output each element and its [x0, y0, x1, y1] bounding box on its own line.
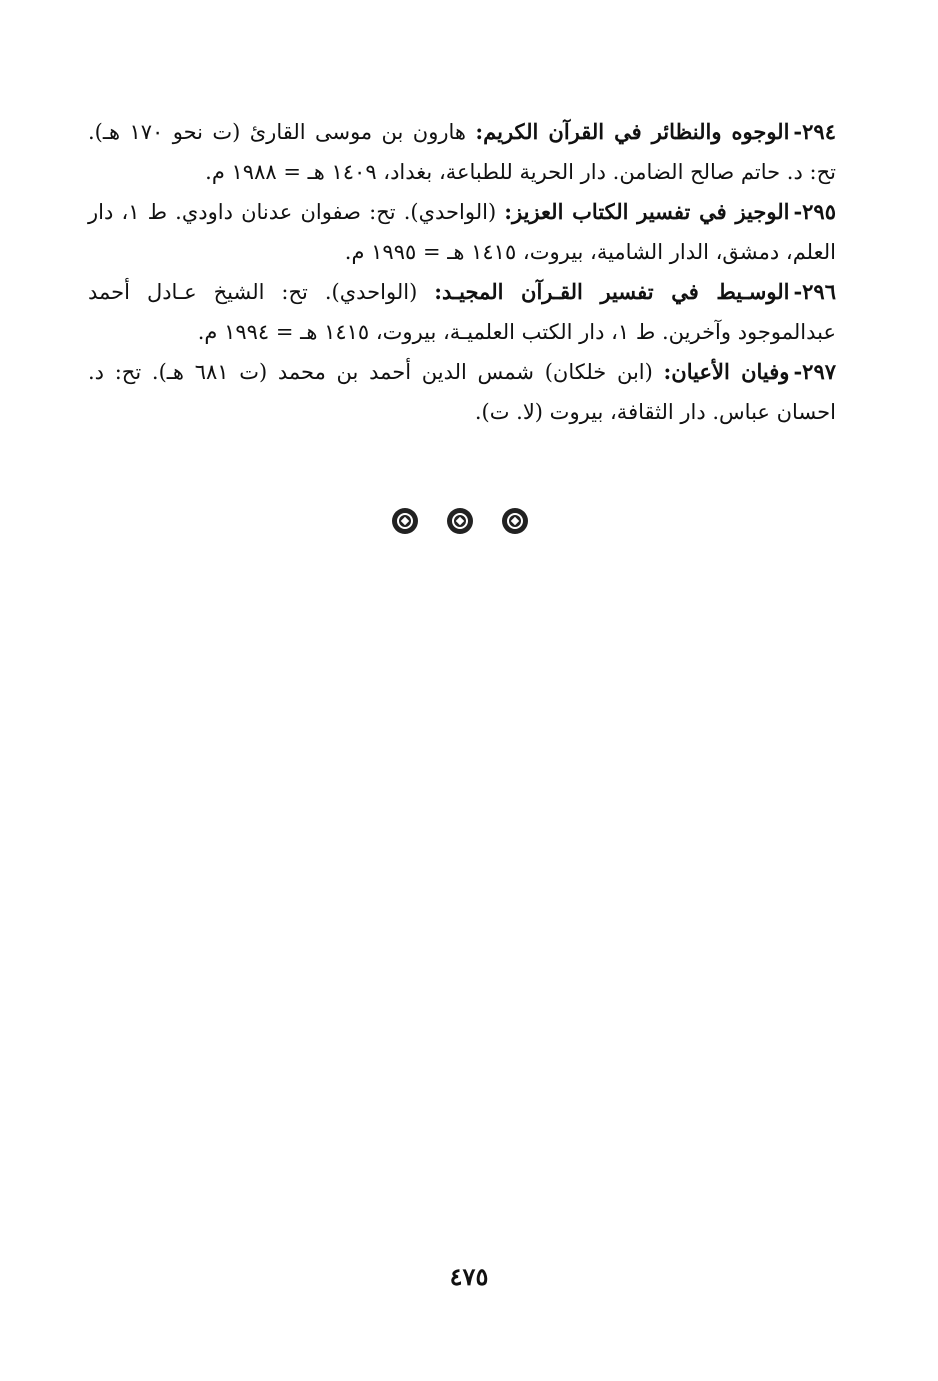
ornament-icon	[392, 508, 418, 534]
entry-body: (الواحدي). تح: الشيخ عـادل أحمد عبدالموجود وآخرين. ط ١، دار الكتب العلميـة، بيروت، ١٤١٥ هـ = ١٩٩٤ م.	[88, 280, 836, 344]
entry-number: ٢٩٤-	[793, 119, 836, 144]
section-end-ornaments	[392, 508, 528, 538]
bibliography-entry	[88, 272, 836, 352]
entry-body: (ابن خلكان) شمس الدين أحمد بن محمد (ت ٦٨١ هـ). تح: د. احسان عباس. دار الثقافة، بيروت (لا. ت).	[88, 360, 836, 424]
bibliography-list	[88, 112, 836, 432]
entry-title: الوجوه والنظائر في القرآن الكريم:	[475, 119, 790, 144]
page-number: ٤٧٥	[449, 1262, 489, 1291]
entry-number: ٢٩٦-	[793, 279, 836, 304]
entry-body: هارون بن موسى القارئ (ت نحو ١٧٠ هـ). تح: د. حاتم صالح الضامن. دار الحرية للطباعة، بغداد، ١٤٠٩ هـ = ١٩٨٨ م.	[88, 120, 836, 184]
bibliography-entry	[88, 352, 836, 432]
bibliography-entry	[88, 192, 836, 272]
entry-body: (الواحدي). تح: صفوان عدنان داودي. ط ١، دار العلم، دمشق، الدار الشامية، بيروت، ١٤١٥ هـ = ١٩٩٥ م.	[88, 200, 836, 264]
entry-number: ٢٩٧-	[793, 359, 837, 384]
entry-title: الوسـيط في تفسير القـرآن المجيـد:	[434, 279, 790, 304]
bibliography-entry	[88, 112, 836, 192]
ornament-icon	[447, 508, 473, 534]
entry-title: وفيان الأعيان:	[663, 359, 790, 384]
ornament-icon	[502, 508, 528, 534]
entry-title: الوجيز في تفسير الكتاب العزيز:	[504, 199, 790, 224]
entry-number: ٢٩٥-	[793, 199, 836, 224]
